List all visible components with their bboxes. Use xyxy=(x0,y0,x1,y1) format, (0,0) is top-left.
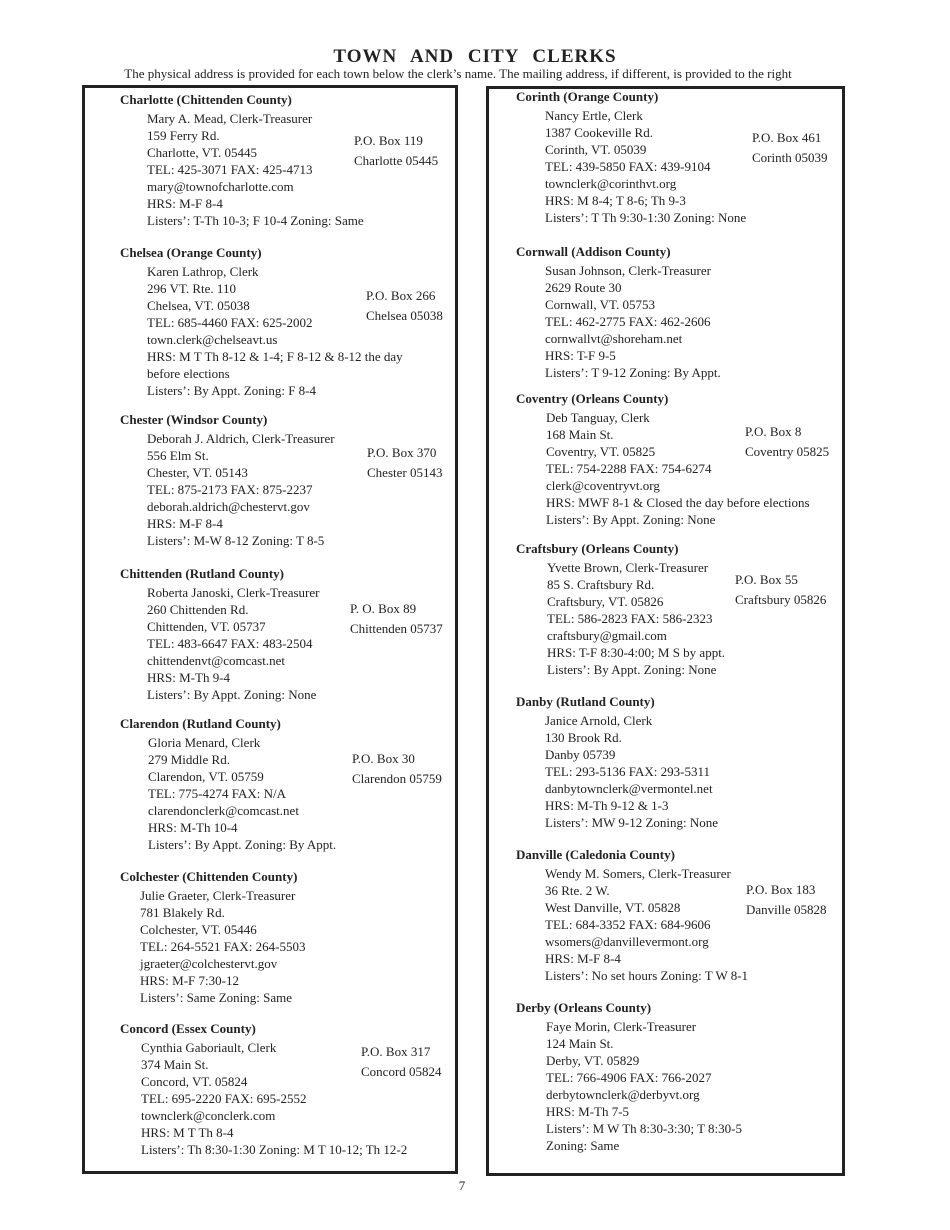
mailing-line: Chittenden 05737 xyxy=(350,621,443,636)
detail-line: danbytownclerk@vermontel.net xyxy=(545,781,713,796)
clerk-details xyxy=(148,734,336,853)
town-entry xyxy=(516,243,721,381)
town-entry xyxy=(516,540,725,678)
detail-line: townclerk@conclerk.com xyxy=(141,1108,276,1123)
detail-line: 2629 Route 30 xyxy=(545,280,622,295)
mailing-line: Corinth 05039 xyxy=(752,150,828,165)
detail-line: Chittenden, VT. 05737 xyxy=(147,619,266,634)
detail-line: Faye Morin, Clerk-Treasurer xyxy=(546,1019,697,1034)
mailing-line: Craftsbury 05826 xyxy=(735,592,827,607)
detail-line: Cynthia Gaboriault, Clerk xyxy=(141,1040,277,1055)
detail-line: TEL: 264-5521 FAX: 264-5503 xyxy=(140,939,306,954)
detail-line: deborah.aldrich@chestervt.gov xyxy=(147,499,310,514)
detail-line: TEL: 775-4274 FAX: N/A xyxy=(148,786,287,801)
detail-line: HRS: M T Th 8-12 & 1-4; F 8-12 & 8-12 the day xyxy=(147,349,403,364)
mailing-line: P.O. Box 119 xyxy=(354,133,423,148)
town-name: Colchester (Chittenden County) xyxy=(120,869,298,884)
town-name: Concord (Essex County) xyxy=(120,1021,256,1036)
mailing-address xyxy=(746,880,827,920)
town-entry xyxy=(120,411,335,549)
detail-line: HRS: M-Th 10-4 xyxy=(148,820,238,835)
detail-line: Janice Arnold, Clerk xyxy=(545,713,653,728)
detail-line: TEL: 875-2173 FAX: 875-2237 xyxy=(147,482,313,497)
town-entry xyxy=(120,244,403,399)
town-entry xyxy=(516,999,742,1154)
town-entry xyxy=(516,846,748,984)
detail-line: before elections xyxy=(147,366,230,381)
clerk-details xyxy=(147,110,364,229)
mailing-line: P.O. Box 266 xyxy=(366,288,436,303)
detail-line: TEL: 586-2823 FAX: 586-2323 xyxy=(547,611,713,626)
detail-line: 279 Middle Rd. xyxy=(148,752,230,767)
detail-line: Listers’: M-W 8-12 Zoning: T 8-5 xyxy=(147,533,325,548)
mailing-line: P.O. Box 317 xyxy=(361,1044,431,1059)
detail-line: Deborah J. Aldrich, Clerk-Treasurer xyxy=(147,431,335,446)
mailing-line: P.O. Box 461 xyxy=(752,130,822,145)
detail-line: Clarendon, VT. 05759 xyxy=(148,769,264,784)
town-entry xyxy=(120,1020,407,1158)
detail-line: Julie Graeter, Clerk-Treasurer xyxy=(140,888,296,903)
detail-line: 130 Brook Rd. xyxy=(545,730,622,745)
detail-line: TEL: 293-5136 FAX: 293-5311 xyxy=(545,764,711,779)
detail-line: TEL: 685-4460 FAX: 625-2002 xyxy=(147,315,313,330)
detail-line: TEL: 695-2220 FAX: 695-2552 xyxy=(141,1091,307,1106)
detail-line: West Danville, VT. 05828 xyxy=(545,900,681,915)
mailing-line: Concord 05824 xyxy=(361,1064,442,1079)
detail-line: Chester, VT. 05143 xyxy=(147,465,248,480)
mailing-line: P.O. Box 8 xyxy=(745,424,802,439)
mailing-address xyxy=(752,128,827,168)
detail-line: 781 Blakely Rd. xyxy=(140,905,225,920)
mailing-line: Clarendon 05759 xyxy=(352,771,442,786)
detail-line: HRS: M-Th 7-5 xyxy=(546,1104,630,1119)
detail-line: Deb Tanguay, Clerk xyxy=(546,410,650,425)
detail-line: Nancy Ertle, Clerk xyxy=(545,108,643,123)
detail-line: Charlotte, VT. 05445 xyxy=(147,145,258,160)
detail-line: TEL: 684-3352 FAX: 684-9606 xyxy=(545,917,711,932)
detail-line: HRS: M-F 8-4 xyxy=(147,196,223,211)
detail-line: Listers’: By Appt. Zoning: None xyxy=(546,512,716,527)
town-entry xyxy=(120,91,364,229)
detail-line: Corinth, VT. 05039 xyxy=(545,142,647,157)
clerk-details xyxy=(147,584,319,703)
detail-line: chittendenvt@comcast.net xyxy=(147,653,285,668)
clerk-details xyxy=(147,263,403,399)
detail-line: clerk@coventryvt.org xyxy=(546,478,660,493)
detail-line: HRS: M-F 7:30-12 xyxy=(140,973,239,988)
detail-line: TEL: 754-2288 FAX: 754-6274 xyxy=(546,461,712,476)
mailing-line: Danville 05828 xyxy=(746,902,827,917)
mailing-line: Coventry 05825 xyxy=(745,444,830,459)
detail-line: Listers’: By Appt. Zoning: F 8-4 xyxy=(147,383,316,398)
mailing-address xyxy=(354,131,438,171)
clerk-details xyxy=(545,865,748,984)
detail-line: clarendonclerk@comcast.net xyxy=(148,803,299,818)
detail-line: Wendy M. Somers, Clerk-Treasurer xyxy=(545,866,731,881)
page-title: TOWN AND CITY CLERKS xyxy=(333,46,617,67)
detail-line: Listers’: T-Th 10-3; F 10-4 Zoning: Same xyxy=(147,213,364,228)
town-name: Cornwall (Addison County) xyxy=(516,244,671,259)
detail-line: Derby, VT. 05829 xyxy=(546,1053,640,1068)
detail-line: 374 Main St. xyxy=(141,1057,209,1072)
mailing-line: Chelsea 05038 xyxy=(366,308,443,323)
detail-line: 85 S. Craftsbury Rd. xyxy=(547,577,655,592)
detail-line: HRS: M-Th 9-12 & 1-3 xyxy=(545,798,669,813)
detail-line: Listers’: By Appt. Zoning: None xyxy=(547,662,717,677)
clerk-details xyxy=(140,887,306,1006)
town-name: Charlotte (Chittenden County) xyxy=(120,92,292,107)
detail-line: Listers’: No set hours Zoning: T W 8-1 xyxy=(545,968,749,983)
detail-line: HRS: M T Th 8-4 xyxy=(141,1125,234,1140)
town-entry xyxy=(120,565,319,703)
detail-line: Gloria Menard, Clerk xyxy=(148,735,261,750)
detail-line: 159 Ferry Rd. xyxy=(147,128,220,143)
mailing-address xyxy=(352,749,442,789)
detail-line: HRS: M-F 8-4 xyxy=(545,951,621,966)
detail-line: Concord, VT. 05824 xyxy=(141,1074,248,1089)
mailing-line: P.O. Box 30 xyxy=(352,751,415,766)
mailing-line: P.O. Box 55 xyxy=(735,572,798,587)
detail-line: 36 Rte. 2 W. xyxy=(545,883,610,898)
page-number: 7 xyxy=(458,1178,466,1193)
detail-line: Roberta Janoski, Clerk-Treasurer xyxy=(147,585,320,600)
mailing-line: Charlotte 05445 xyxy=(354,153,439,168)
mailing-line: P.O. Box 183 xyxy=(746,882,816,897)
town-entry xyxy=(120,868,306,1006)
mailing-address xyxy=(366,286,443,326)
page-subtitle: The physical address is provided for each town below the clerk’s name. The mailing address, if different, is provided to the right xyxy=(124,66,792,81)
detail-line: Listers’: M W Th 8:30-3:30; T 8:30-5 xyxy=(546,1121,742,1136)
detail-line: Listers’: By Appt. Zoning: By Appt. xyxy=(148,837,337,852)
town-name: Danville (Caledonia County) xyxy=(516,847,675,862)
mailing-address xyxy=(745,422,829,462)
detail-line: Chelsea, VT. 05038 xyxy=(147,298,250,313)
detail-line: TEL: 766-4906 FAX: 766-2027 xyxy=(546,1070,712,1085)
town-entry xyxy=(516,693,718,831)
detail-line: Listers’: T 9-12 Zoning: By Appt. xyxy=(545,365,721,380)
clerk-details xyxy=(545,262,721,381)
detail-line: HRS: M-F 8-4 xyxy=(147,516,223,531)
detail-line: Listers’: Same Zoning: Same xyxy=(140,990,293,1005)
detail-line: TEL: 462-2775 FAX: 462-2606 xyxy=(545,314,711,329)
mailing-line: P.O. Box 370 xyxy=(367,445,437,460)
detail-line: town.clerk@chelseavt.us xyxy=(147,332,278,347)
detail-line: derbytownclerk@derbyvt.org xyxy=(546,1087,700,1102)
detail-line: HRS: MWF 8-1 & Closed the day before elections xyxy=(546,495,810,510)
detail-line: Listers’: Th 8:30-1:30 Zoning: M T 10-12; Th 12-2 xyxy=(141,1142,408,1157)
clerk-details xyxy=(545,107,746,226)
detail-line: Listers’: MW 9-12 Zoning: None xyxy=(545,815,719,830)
mailing-address xyxy=(350,599,443,639)
clerk-details xyxy=(546,1018,742,1154)
mailing-line: Chester 05143 xyxy=(367,465,443,480)
mailing-line: P. O. Box 89 xyxy=(350,601,417,616)
town-entry xyxy=(516,88,746,226)
detail-line: jgraeter@colchestervt.gov xyxy=(140,956,278,971)
town-name: Chittenden (Rutland County) xyxy=(120,566,284,581)
mailing-address xyxy=(735,570,826,610)
detail-line: 260 Chittenden Rd. xyxy=(147,602,249,617)
detail-line: TEL: 439-5850 FAX: 439-9104 xyxy=(545,159,711,174)
mailing-address xyxy=(361,1042,442,1082)
clerk-details xyxy=(147,430,335,549)
detail-line: 296 VT. Rte. 110 xyxy=(147,281,236,296)
detail-line: townclerk@corinthvt.org xyxy=(545,176,677,191)
town-entry xyxy=(120,715,336,853)
town-name: Danby (Rutland County) xyxy=(516,694,655,709)
town-name: Coventry (Orleans County) xyxy=(516,391,669,406)
detail-line: 556 Elm St. xyxy=(147,448,209,463)
town-name: Derby (Orleans County) xyxy=(516,1000,652,1015)
detail-line: cornwallvt@shoreham.net xyxy=(545,331,683,346)
detail-line: HRS: T-F 8:30-4:00; M S by appt. xyxy=(547,645,726,660)
clerk-details xyxy=(547,559,725,678)
detail-line: Craftsbury, VT. 05826 xyxy=(547,594,664,609)
detail-line: Listers’: By Appt. Zoning: None xyxy=(147,687,317,702)
detail-line: Danby 05739 xyxy=(545,747,616,762)
detail-line: 1387 Cookeville Rd. xyxy=(545,125,653,140)
detail-line: Cornwall, VT. 05753 xyxy=(545,297,656,312)
detail-line: mary@townofcharlotte.com xyxy=(147,179,294,194)
detail-line: Karen Lathrop, Clerk xyxy=(147,264,259,279)
town-name: Craftsbury (Orleans County) xyxy=(516,541,679,556)
detail-line: Colchester, VT. 05446 xyxy=(140,922,257,937)
detail-line: 124 Main St. xyxy=(546,1036,614,1051)
town-name: Clarendon (Rutland County) xyxy=(120,716,281,731)
mailing-address xyxy=(367,443,442,483)
detail-line: 168 Main St. xyxy=(546,427,614,442)
detail-line: TEL: 483-6647 FAX: 483-2504 xyxy=(147,636,313,651)
detail-line: craftsbury@gmail.com xyxy=(547,628,667,643)
detail-line: HRS: T-F 9-5 xyxy=(545,348,616,363)
detail-line: HRS: M-Th 9-4 xyxy=(147,670,231,685)
detail-line: Coventry, VT. 05825 xyxy=(546,444,656,459)
detail-line: wsomers@danvillevermont.org xyxy=(545,934,709,949)
detail-line: HRS: M 8-4; T 8-6; Th 9-3 xyxy=(545,193,686,208)
town-name: Chester (Windsor County) xyxy=(120,412,268,427)
detail-line: Zoning: Same xyxy=(546,1138,620,1153)
detail-line: Yvette Brown, Clerk-Treasurer xyxy=(547,560,709,575)
detail-line: Listers’: T Th 9:30-1:30 Zoning: None xyxy=(545,210,747,225)
town-name: Chelsea (Orange County) xyxy=(120,245,262,260)
clerk-details xyxy=(545,712,718,831)
detail-line: Mary A. Mead, Clerk-Treasurer xyxy=(147,111,313,126)
town-name: Corinth (Orange County) xyxy=(516,89,659,104)
detail-line: Susan Johnson, Clerk-Treasurer xyxy=(545,263,711,278)
detail-line: TEL: 425-3071 FAX: 425-4713 xyxy=(147,162,313,177)
